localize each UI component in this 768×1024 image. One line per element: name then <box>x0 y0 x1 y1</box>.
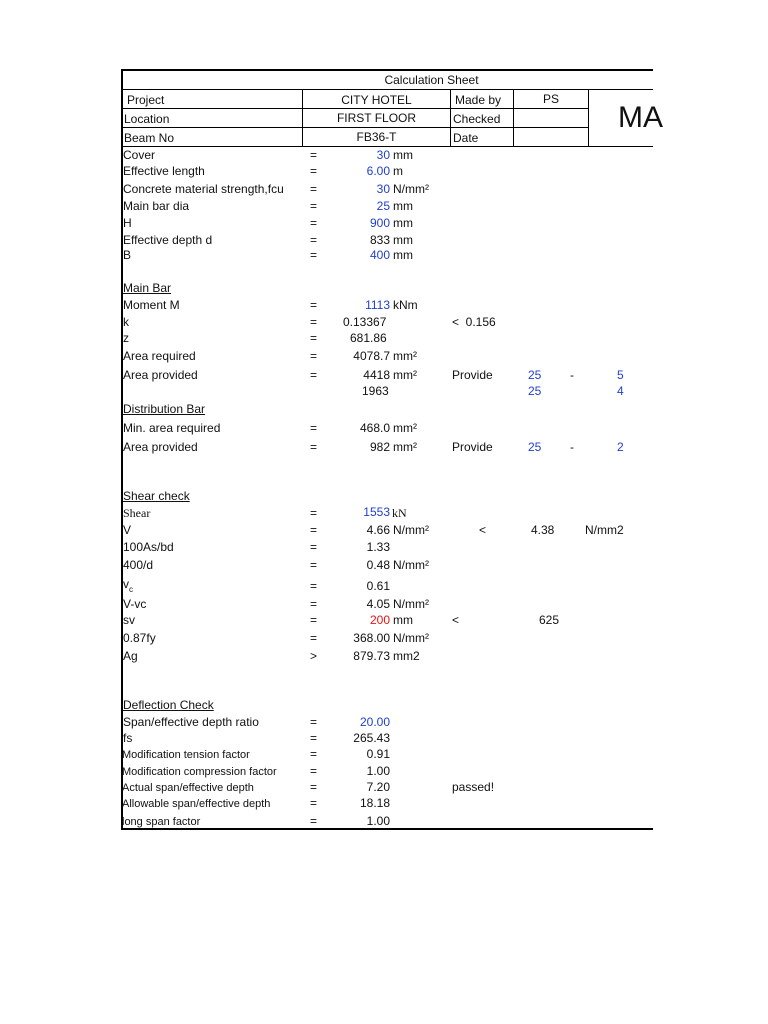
area-provided-bar-count: 5 <box>617 368 624 382</box>
area-provided-dash: - <box>570 368 574 382</box>
min-area-eq: = <box>310 421 318 435</box>
mod-tension-value: 0.91 <box>366 747 390 761</box>
dist-area-provided-eq: = <box>310 440 318 454</box>
h-eq: = <box>310 216 318 230</box>
b-value: 400 <box>369 248 390 262</box>
span-depth-ratio-value: 20.00 <box>359 715 390 729</box>
beam-no-value: FB36-T <box>356 130 397 144</box>
fy-label: 0.87fy <box>123 631 156 645</box>
sv-unit: mm <box>393 613 413 627</box>
v-vc-unit: N/mm² <box>393 597 429 611</box>
k-limit-note: < 0.156 <box>452 315 496 329</box>
effective-length-label: Effective length <box>123 164 205 178</box>
beam-no-label: Beam No <box>124 131 175 145</box>
area-provided-eq: = <box>310 368 318 382</box>
cover-unit: mm <box>393 148 413 162</box>
cover-value: 30 <box>376 148 390 162</box>
sv-compare: < <box>452 613 460 627</box>
fy-value: 368.00 <box>353 631 390 645</box>
fcu-value: 30 <box>376 182 390 196</box>
area-provided-value: 4418 <box>363 368 390 382</box>
header-hline-3 <box>122 127 589 128</box>
v-vc-eq: = <box>310 597 318 611</box>
v-limit-unit: N/mm2 <box>585 523 624 537</box>
h-unit: mm <box>393 216 413 230</box>
location-value: FIRST FLOOR <box>336 111 417 125</box>
fcu-label: Concrete material strength,fcu <box>123 182 284 196</box>
area-provided-provide: Provide <box>452 368 493 382</box>
k-eq: = <box>310 315 318 329</box>
four-hundred-d-value: 0.48 <box>366 558 390 572</box>
frame-bottom-border <box>122 828 653 830</box>
vc-eq: = <box>310 579 318 593</box>
location-label: Location <box>124 112 170 126</box>
area-provided-unit: mm² <box>393 368 417 382</box>
sv-label: sv <box>123 613 135 627</box>
ag-unit: mm2 <box>393 649 420 663</box>
shear-label: Shear <box>123 506 151 520</box>
effective-depth-value: 833 <box>369 233 390 247</box>
area-provided-label: Area provided <box>123 368 198 382</box>
area-provided-bar-dia: 25 <box>528 368 542 382</box>
checked-label: Checked <box>453 112 501 126</box>
cover-label: Cover <box>123 148 156 162</box>
fy-eq: = <box>310 631 318 645</box>
b-eq: = <box>310 248 318 262</box>
vc-label-subscript: c <box>129 585 133 594</box>
fy-unit: N/mm² <box>393 631 429 645</box>
mod-compression-eq: = <box>310 764 318 778</box>
fcu-unit: N/mm² <box>393 182 429 196</box>
effective-length-unit: m <box>393 164 403 178</box>
area-required-value: 4078.7 <box>353 349 390 363</box>
z-eq: = <box>310 331 318 345</box>
mod-tension-eq: = <box>310 747 318 761</box>
z-label: z <box>123 331 129 345</box>
moment-eq: = <box>310 298 318 312</box>
v-vc-label: V-vc <box>123 597 147 611</box>
span-depth-ratio-label: Span/effective depth ratio <box>123 715 259 729</box>
shear-eq: = <box>310 506 318 520</box>
dist-area-provided-dash: - <box>570 440 574 454</box>
k-label: k <box>123 315 129 329</box>
h-label: H <box>123 216 132 230</box>
moment-unit: kNm <box>393 298 418 312</box>
main-bar-dia-label: Main bar dia <box>123 199 190 213</box>
header-hline-2 <box>122 108 589 109</box>
deflection-status: passed! <box>452 780 495 794</box>
long-span-factor-value: 1.00 <box>366 814 390 828</box>
dist-area-provided-label: Area provided <box>123 440 198 454</box>
min-area-unit: mm² <box>393 421 417 435</box>
v-eq: = <box>310 523 318 537</box>
sheet-title: Calculation Sheet <box>384 73 479 87</box>
v-label: V <box>123 523 132 537</box>
dist-area-provided-bar-dia: 25 <box>528 440 542 454</box>
long-span-factor-eq: = <box>310 814 318 828</box>
v-limit: 4.38 <box>531 523 555 537</box>
date-label: Date <box>453 131 479 145</box>
logo-text: MA <box>618 101 663 134</box>
allowable-span-depth-label: Allowable span/effective depth <box>122 798 271 810</box>
shear-check-heading: Shear check <box>123 489 190 503</box>
moment-label: Moment M <box>123 298 180 312</box>
mod-compression-label: Modification compression factor <box>122 766 277 778</box>
main-bar-heading: Main Bar <box>123 281 172 295</box>
actual-span-depth-label: Actual span/effective depth <box>122 782 254 794</box>
second-layer-value: 1963 <box>362 384 389 398</box>
dist-area-provided-provide: Provide <box>452 440 493 454</box>
v-value: 4.66 <box>366 523 390 537</box>
effective-length-eq: = <box>310 164 318 178</box>
actual-span-depth-eq: = <box>310 780 318 794</box>
h-value: 900 <box>369 216 390 230</box>
frame-top-border <box>122 69 653 71</box>
vc-value: 0.61 <box>366 579 390 593</box>
main-bar-dia-eq: = <box>310 199 318 213</box>
actual-span-depth-value: 7.20 <box>366 780 390 794</box>
effective-depth-label: Effective depth d <box>123 233 213 247</box>
sv-value: 200 <box>369 613 390 627</box>
header-vline-2 <box>450 89 451 147</box>
mod-tension-label: Modification tension factor <box>122 749 250 761</box>
z-value: 681.86 <box>350 331 387 345</box>
header-vline-4 <box>588 89 589 147</box>
dist-area-provided-bar-count: 2 <box>617 440 624 454</box>
ag-label: Ag <box>123 649 138 663</box>
main-bar-dia-value: 25 <box>376 199 390 213</box>
second-layer-bar-count: 4 <box>617 384 624 398</box>
dist-area-provided-value: 982 <box>369 440 390 454</box>
four-hundred-d-eq: = <box>310 558 318 572</box>
fs-value: 265.43 <box>353 731 390 745</box>
four-hundred-d-unit: N/mm² <box>393 558 429 572</box>
as-bd-value: 1.33 <box>366 540 390 554</box>
header-hline-1 <box>122 89 653 90</box>
fcu-eq: = <box>310 182 318 196</box>
shear-unit: kN <box>392 506 407 520</box>
four-hundred-d-label: 400/d <box>123 558 154 572</box>
span-depth-ratio-eq: = <box>310 715 318 729</box>
as-bd-label: 100As/bd <box>123 540 174 554</box>
vc-label <box>123 577 133 593</box>
k-value: 0.13367 <box>343 315 387 329</box>
area-required-eq: = <box>310 349 318 363</box>
effective-depth-eq: = <box>310 233 318 247</box>
min-area-value: 468.0 <box>359 421 390 435</box>
cover-eq: = <box>310 148 318 162</box>
b-label: B <box>123 248 132 262</box>
made-by-label: Made by <box>455 93 502 107</box>
allowable-span-depth-value: 18.18 <box>359 796 390 810</box>
project-value: CITY HOTEL <box>341 93 412 107</box>
header-hline-4 <box>122 146 653 147</box>
vc-label-main: v <box>123 577 129 591</box>
effective-depth-unit: mm <box>393 233 413 247</box>
made-by-value: PS <box>542 92 559 106</box>
main-bar-dia-unit: mm <box>393 199 413 213</box>
fs-label: fs <box>123 731 133 745</box>
min-area-label: Min. area required <box>123 421 221 435</box>
effective-length-value: 6.00 <box>366 164 390 178</box>
sv-eq: = <box>310 613 318 627</box>
second-layer-bar-dia: 25 <box>528 384 542 398</box>
shear-value: 1553 <box>363 505 390 519</box>
project-label: Project <box>127 93 165 107</box>
v-compare: < <box>479 523 487 537</box>
b-unit: mm <box>393 248 413 262</box>
area-required-label: Area required <box>123 349 196 363</box>
moment-value: 1113 <box>365 298 390 312</box>
ag-eq: > <box>310 649 318 663</box>
v-vc-value: 4.05 <box>366 597 390 611</box>
distribution-bar-heading: Distribution Bar <box>123 402 206 416</box>
dist-area-provided-unit: mm² <box>393 440 417 454</box>
fs-eq: = <box>310 731 318 745</box>
mod-compression-value: 1.00 <box>366 764 390 778</box>
area-required-unit: mm² <box>393 349 417 363</box>
deflection-check-heading: Deflection Check <box>123 698 214 712</box>
allowable-span-depth-eq: = <box>310 796 318 810</box>
ag-value: 879.73 <box>353 649 390 663</box>
v-unit: N/mm² <box>393 523 429 537</box>
as-bd-eq: = <box>310 540 318 554</box>
long-span-factor-label: long span factor <box>122 816 201 828</box>
sv-limit: 625 <box>539 613 560 627</box>
